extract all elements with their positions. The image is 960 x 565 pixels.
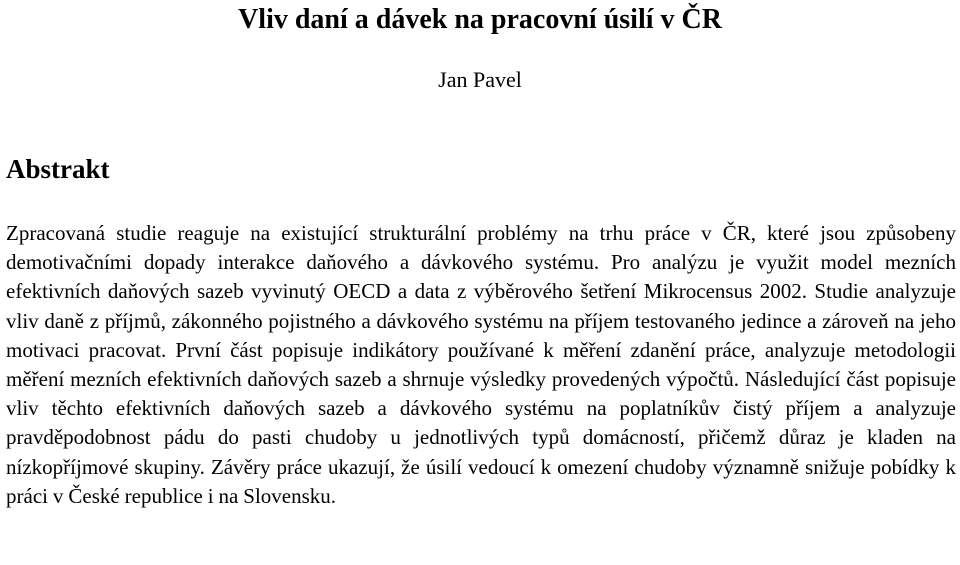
abstract-heading: Abstrakt <box>6 154 110 184</box>
author-name: Jan Pavel <box>438 67 522 92</box>
abstract-paragraph: Zpracovaná studie reaguje na existující strukturální problémy na trhu práce v ČR, které jsou způsobeny demotivačními dopady interakce daňového a dávkového systému. Pro analýzu je využit model mezních efektivních daňových sazeb vyvinutý OECD a data z výběrového šetření Mikrocensus 2002. Studie analyzuje vliv daně z příjmů, zákonného pojistného a dávkového systému na příjem testovaného jedince a zároveň na jeho motivaci pracovat. První část popisuje indikátory používané k měření zdanění práce, analyzuje metodologii měření mezních efektivních daňových sazeb a shrnuje výsledky provedených výpočtů. Následující část popisuje vliv těchto efektivních daňových sazeb a dávkového systému na poplatníkův čistý příjem a analyzuje pravděpodobnost pádu do pasti chudoby u jednotlivých typů domácností, přičemž důraz je kladen na nízkopříjmové skupiny. Závěry práce ukazují, že úsilí vedoucí k omezení chudoby významně snižuje pobídky k práci v České republice i na Slovensku. <box>6 221 956 508</box>
paper-title: Vliv daní a dávek na pracovní úsilí v ČR <box>238 4 722 35</box>
